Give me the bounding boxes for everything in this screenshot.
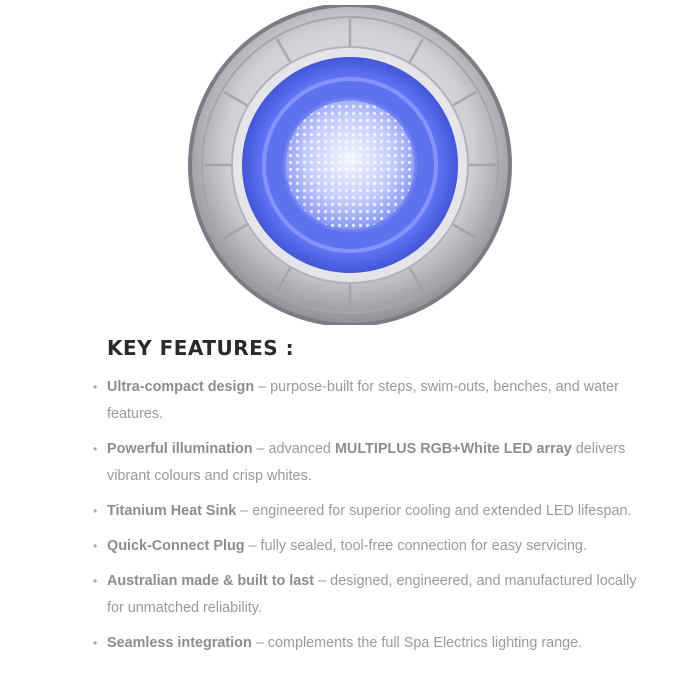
feature-text: designed, engineered, and manufactured locally for unmatched reliability. xyxy=(107,573,637,616)
feature-text: engineered for superior cooling and extended LED lifespan. xyxy=(252,503,632,519)
bullet-icon: • xyxy=(93,539,98,553)
feature-separator: – xyxy=(254,379,271,395)
feature-title: Titanium Heat Sink xyxy=(107,503,237,519)
feature-separator: – xyxy=(314,573,331,589)
feature-text: purpose-built for steps, swim-outs, benches, and water features. xyxy=(107,379,619,422)
feature-separator: – xyxy=(252,441,269,457)
list-item xyxy=(93,498,647,525)
bullet-icon: • xyxy=(93,442,98,456)
feature-title: Powerful illumination xyxy=(107,441,253,457)
bullet-icon: • xyxy=(93,380,98,394)
feature-separator: – xyxy=(244,538,261,554)
feature-title: Seamless integration xyxy=(107,635,252,651)
list-item xyxy=(93,533,647,560)
features-list xyxy=(93,374,647,665)
feature-title: Ultra-compact design xyxy=(107,379,255,395)
feature-title: Quick-Connect Plug xyxy=(107,538,245,554)
list-item xyxy=(93,630,647,657)
led-light-product-image xyxy=(175,5,525,325)
feature-title: Australian made & built to last xyxy=(107,573,315,589)
bullet-icon: • xyxy=(93,504,98,518)
feature-separator: – xyxy=(251,635,268,651)
bullet-icon: • xyxy=(93,636,98,650)
feature-text: complements the full Spa Electrics lighting range. xyxy=(267,635,583,651)
bullet-icon: • xyxy=(93,574,98,588)
feature-text: advanced xyxy=(268,441,335,457)
feature-separator: – xyxy=(236,503,253,519)
feature-strong-text: MULTIPLUS RGB+White LED array xyxy=(334,441,572,457)
feature-text-continued: delivers vibrant colours and crisp whites. xyxy=(107,441,626,484)
key-features-heading: KEY FEATURES : xyxy=(107,336,295,360)
list-item xyxy=(93,568,647,622)
list-item xyxy=(93,436,647,490)
list-item xyxy=(93,374,647,428)
feature-text: fully sealed, tool-free connection for easy servicing. xyxy=(260,538,587,554)
